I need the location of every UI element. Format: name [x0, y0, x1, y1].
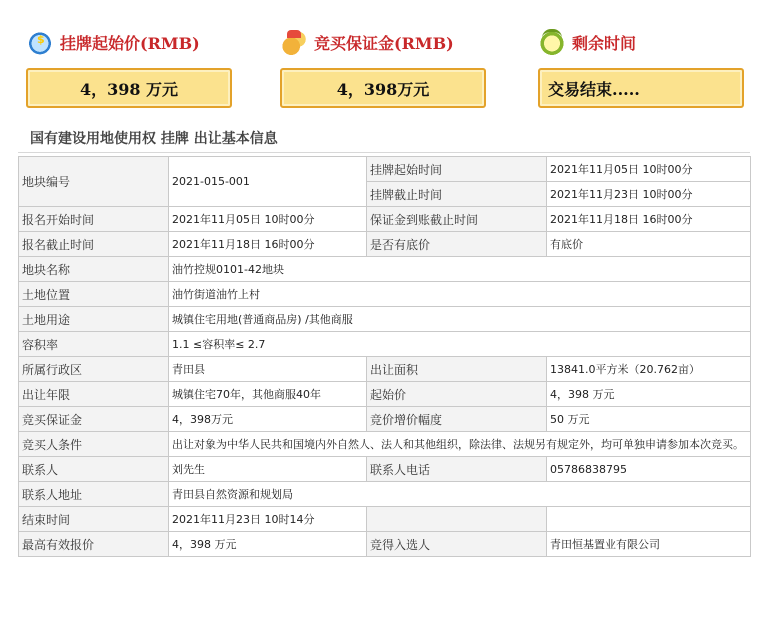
- table-row: [19, 257, 751, 282]
- deposit-title: 竞买保证金(RMB): [314, 33, 454, 53]
- listing-end-label: 挂牌截止时间: [367, 182, 547, 207]
- reg-end-value: 2021年11月18日 16时00分: [169, 232, 367, 257]
- phone-value: 05786838795: [547, 457, 751, 482]
- district-label: 所属行政区: [19, 357, 169, 382]
- address-value: 青田县自然资源和规划局: [169, 482, 751, 507]
- start-price-value: 4，398 万元: [26, 68, 232, 108]
- location-value: 油竹街道油竹上村: [169, 282, 751, 307]
- start-price-label: 起始价: [367, 382, 547, 407]
- term-label: 出让年限: [19, 382, 169, 407]
- end-time-value: 2021年11月23日 10时14分: [169, 507, 367, 532]
- remaining-time-card-header: [538, 22, 756, 62]
- remaining-time-value: 交易结束.....: [538, 68, 744, 108]
- phone-label: 联系人电话: [367, 457, 547, 482]
- end-time-label: 结束时间: [19, 507, 169, 532]
- winner-label: 竞得入选人: [367, 532, 547, 557]
- deposit-cell: 4，398万元: [169, 407, 367, 432]
- start-price-title: 挂牌起始价(RMB): [60, 33, 200, 53]
- empty-cell: [547, 507, 751, 532]
- deposit-label: 竞买保证金: [19, 407, 169, 432]
- deposit-deadline-label: 保证金到账截止时间: [367, 207, 547, 232]
- table-row: [19, 432, 751, 457]
- reserve-value: 有底价: [547, 232, 751, 257]
- section-title: 国有建设用地使用权 挂牌 出让基本信息: [30, 131, 278, 147]
- conditions-value: 出让对象为中华人民共和国境内外自然人、法人和其他组织，除法律、法规另有规定外，均可单独申请参加本次竞买。: [169, 432, 751, 457]
- table-row: [19, 307, 751, 332]
- table-row: [19, 157, 751, 182]
- far-value: 1.1 ≤容积率≤ 2.7: [169, 332, 751, 357]
- empty-cell: [367, 507, 547, 532]
- section-divider: [18, 152, 750, 153]
- conditions-label: 竞买人条件: [19, 432, 169, 457]
- district-value: 青田县: [169, 357, 367, 382]
- clock-money-icon: [26, 28, 54, 56]
- parcel-no-value: 2021-015-001: [169, 157, 367, 207]
- table-row: [19, 357, 751, 382]
- table-row: [19, 207, 751, 232]
- area-value: 13841.0平方米（20.762亩）: [547, 357, 751, 382]
- remaining-time-title: 剩余时间: [572, 33, 637, 53]
- reg-start-value: 2021年11月05日 10时00分: [169, 207, 367, 232]
- table-row: [19, 507, 751, 532]
- start-price-card-header: [26, 22, 244, 62]
- parcel-no-label: 地块编号: [19, 157, 169, 207]
- remaining-time-card: [538, 22, 756, 108]
- land-info-table: [18, 156, 751, 557]
- table-row: [19, 457, 751, 482]
- reg-start-label: 报名开始时间: [19, 207, 169, 232]
- deposit-deadline-value: 2021年11月18日 16时00分: [547, 207, 751, 232]
- price-summary-header: [0, 0, 780, 120]
- table-row: [19, 382, 751, 407]
- listing-start-label: 挂牌起始时间: [367, 157, 547, 182]
- name-label: 地块名称: [19, 257, 169, 282]
- contact-label: 联系人: [19, 457, 169, 482]
- usage-label: 土地用途: [19, 307, 169, 332]
- table-row: [19, 407, 751, 432]
- deposit-value: 4，398万元: [280, 68, 486, 108]
- term-value: 城镇住宅70年，其他商服40年: [169, 382, 367, 407]
- table-row: [19, 282, 751, 307]
- table-row: [19, 532, 751, 557]
- name-value: 油竹控规0101-42地块: [169, 257, 751, 282]
- start-price-card: [26, 22, 244, 108]
- winner-value: 青田恒基置业有限公司: [547, 532, 751, 557]
- alarm-clock-icon: [538, 28, 566, 56]
- start-price-cell: 4，398 万元: [547, 382, 751, 407]
- table-row: [19, 482, 751, 507]
- reserve-label: 是否有底价: [367, 232, 547, 257]
- far-label: 容积率: [19, 332, 169, 357]
- highest-bid-label: 最高有效报价: [19, 532, 169, 557]
- area-label: 出让面积: [367, 357, 547, 382]
- listing-start-value: 2021年11月05日 10时00分: [547, 157, 751, 182]
- highest-bid-value: 4，398 万元: [169, 532, 367, 557]
- money-bag-icon: [280, 28, 308, 56]
- reg-end-label: 报名截止时间: [19, 232, 169, 257]
- address-label: 联系人地址: [19, 482, 169, 507]
- increment-value: 50 万元: [547, 407, 751, 432]
- deposit-card: [280, 22, 498, 108]
- contact-value: 刘先生: [169, 457, 367, 482]
- table-row: [19, 332, 751, 357]
- increment-label: 竞价增价幅度: [367, 407, 547, 432]
- usage-value: 城镇住宅用地(普通商品房) /其他商服: [169, 307, 751, 332]
- listing-end-value: 2021年11月23日 10时00分: [547, 182, 751, 207]
- table-row: [19, 232, 751, 257]
- location-label: 土地位置: [19, 282, 169, 307]
- deposit-card-header: [280, 22, 498, 62]
